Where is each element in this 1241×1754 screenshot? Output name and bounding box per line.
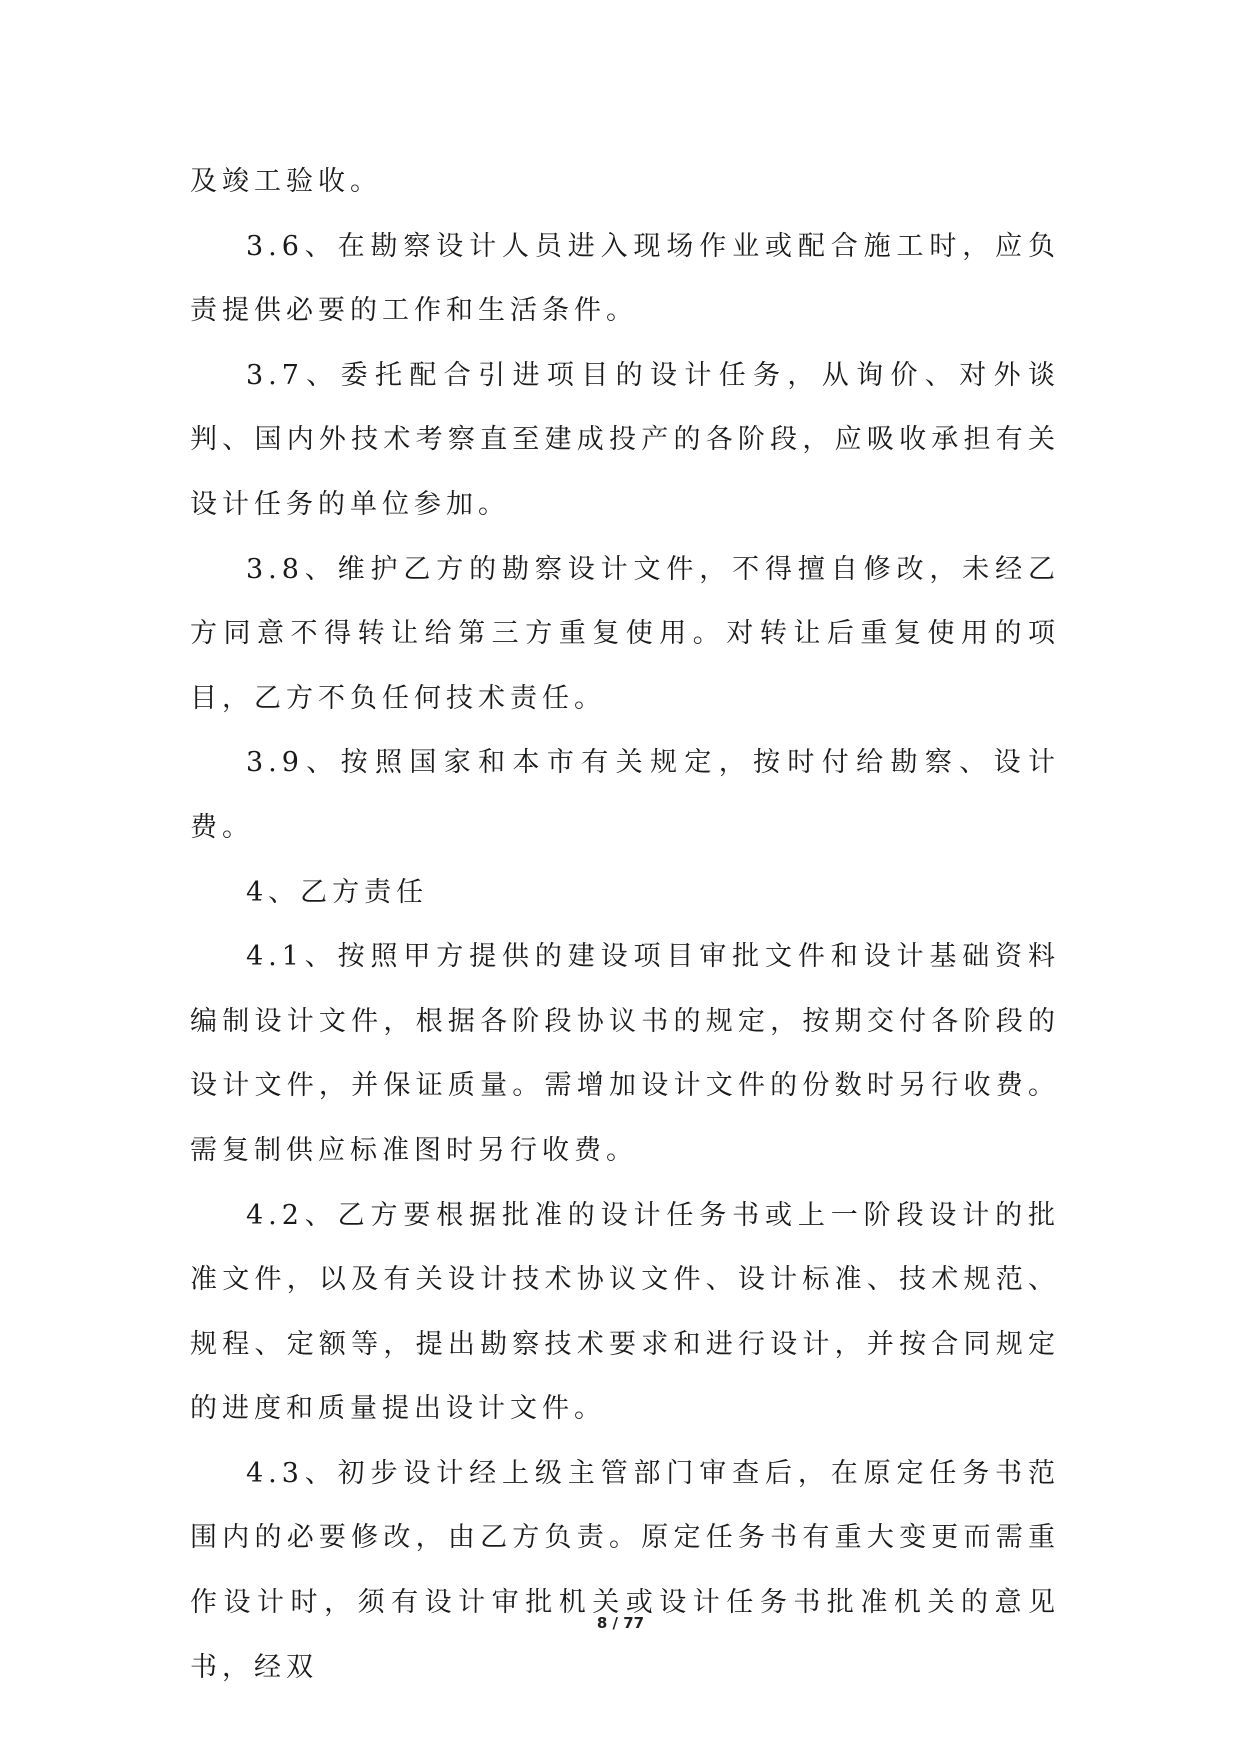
paragraph-3-9: 3.9、按照国家和本市有关规定，按时付给勘察、设计费。 <box>190 747 1060 843</box>
page-number: 8 / 77 <box>596 1614 645 1632</box>
paragraph-continuation: 及竣工验收。 <box>190 166 382 197</box>
paragraph-3-8: 3.8、维护乙方的勘察设计文件，不得擅自修改，未经乙方同意不得转让给第三方重复使用。对转让后重复使用的项目，乙方不负任何技术责任。 <box>190 553 1060 714</box>
paragraph-4-2: 4.2、乙方要根据批准的设计任务书或上一阶段设计的批准文件，以及有关设计技术协议文件、设计标准、技术规范、规程、定额等，提出勘察技术要求和进行设计，并按合同规定的进度和质量提出设计文件。 <box>190 1199 1060 1425</box>
document-body <box>190 150 1060 1700</box>
paragraph-3-7: 3.7、委托配合引进项目的设计任务，从询价、对外谈判、国内外技术考察直至建成投产的各阶段，应吸收承担有关设计任务的单位参加。 <box>190 359 1060 520</box>
paragraph-3-6: 3.6、在勘察设计人员进入现场作业或配合施工时，应负责提供必要的工作和生活条件。 <box>190 230 1060 327</box>
paragraph-4-3: 4.3、初步设计经上级主管部门审查后，在原定任务书范围内的必要修改，由乙方负责。原定任务书有重大变更而需重作设计时，须有设计审批机关或设计任务书批准机关的意见书，经双 <box>190 1457 1060 1683</box>
section-heading-4: 4、乙方责任 <box>246 876 429 908</box>
paragraph-4-1: 4.1、按照甲方提供的建设项目审批文件和设计基础资料编制设计文件，根据各阶段协议书的规定，按期交付各阶段的设计文件，并保证质量。需增加设计文件的份数时另行收费。需复制供应标准图时另行收费。 <box>190 941 1060 1166</box>
